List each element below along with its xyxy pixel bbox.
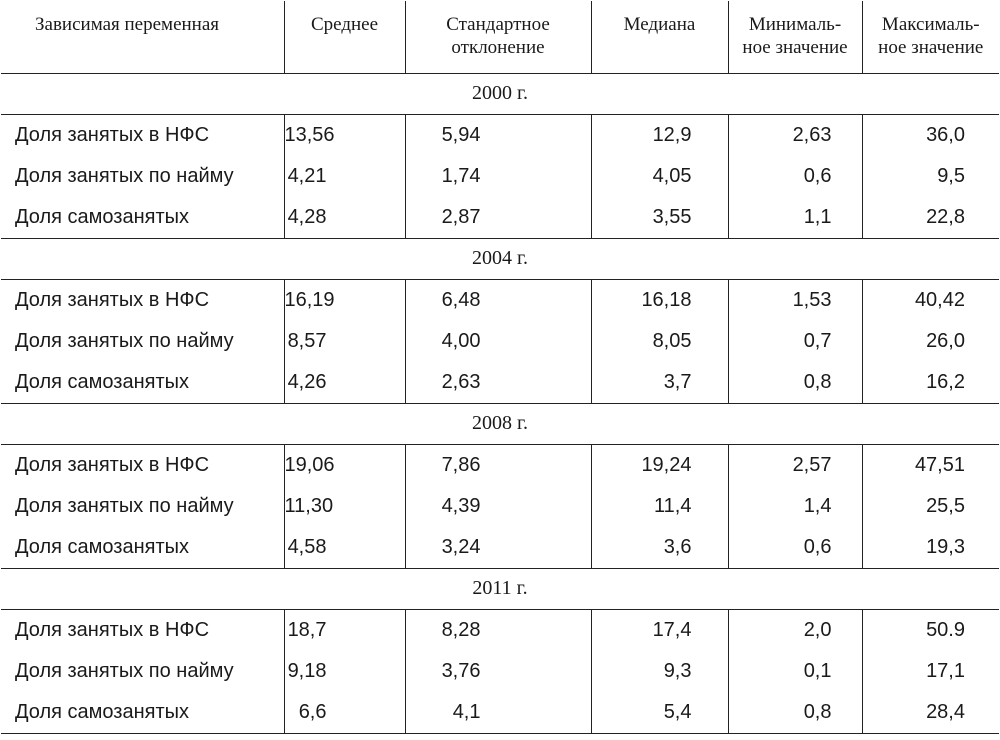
cell-min-value: 0,7 bbox=[728, 321, 862, 362]
cell-std-deviation: 2,63 bbox=[405, 362, 591, 404]
cell-mean: 4,28 bbox=[284, 197, 405, 239]
header-mean: Среднее bbox=[284, 1, 405, 73]
cell-label: Доля занятых в НФС bbox=[1, 279, 284, 321]
cell-std-deviation: 6,48 bbox=[405, 279, 591, 321]
table-row bbox=[1, 444, 999, 486]
table-row bbox=[1, 692, 999, 734]
year-label: 2008 г. bbox=[1, 403, 999, 444]
year-label: 2011 г. bbox=[1, 568, 999, 609]
cell-mean: 4,26 bbox=[284, 362, 405, 404]
cell-max-value: 26,0 bbox=[926, 329, 965, 352]
cell-min-value: 0,8 bbox=[728, 692, 862, 734]
cell-max-value: 40,42 bbox=[914, 288, 965, 311]
table-row bbox=[1, 197, 999, 239]
cell-median: 17,4 bbox=[591, 609, 728, 651]
cell-std-deviation: 3,76 bbox=[405, 651, 591, 692]
cell-mean: 13,56 bbox=[284, 114, 405, 156]
cell-min-value: 2,57 bbox=[728, 444, 862, 486]
table-body bbox=[1, 73, 999, 733]
table-row bbox=[1, 362, 999, 404]
cell-median: 3,7 bbox=[591, 362, 728, 404]
cell-max-value: 50.9 bbox=[926, 618, 965, 641]
header-max-value: Максималь- ное значение bbox=[862, 1, 999, 73]
cell-label: Доля занятых в НФС bbox=[1, 114, 284, 156]
cell-min-value: 1,4 bbox=[728, 486, 862, 527]
cell-label: Доля занятых по найму bbox=[1, 156, 284, 197]
cell-label: Доля занятых по найму bbox=[1, 321, 284, 362]
header-min-value: Минималь- ное значение bbox=[728, 1, 862, 73]
cell-label: Доля самозанятых bbox=[1, 692, 284, 734]
cell-label: Доля занятых в НФС bbox=[1, 444, 284, 486]
cell-median: 19,24 bbox=[591, 444, 728, 486]
cell-max-value: 36,0 bbox=[926, 123, 965, 146]
header-row bbox=[1, 1, 999, 73]
cell-mean: 19,06 bbox=[284, 444, 405, 486]
cell-median: 4,05 bbox=[591, 156, 728, 197]
cell-median: 8,05 bbox=[591, 321, 728, 362]
cell-min-value: 1,1 bbox=[728, 197, 862, 239]
table-row bbox=[1, 156, 999, 197]
cell-max-value: 28,4 bbox=[862, 692, 999, 734]
cell-mean: 4,58 bbox=[284, 527, 405, 569]
cell-std-deviation: 5,94 bbox=[405, 114, 591, 156]
table-row bbox=[1, 114, 999, 156]
cell-std-deviation: 8,28 bbox=[405, 609, 591, 651]
year-label: 2004 г. bbox=[1, 238, 999, 279]
cell-min-value: 0,8 bbox=[728, 362, 862, 404]
table-row bbox=[1, 279, 999, 321]
cell-label: Доля занятых по найму bbox=[1, 651, 284, 692]
cell-min-value: 0,6 bbox=[728, 156, 862, 197]
cell-label: Доля занятых в НФС bbox=[1, 609, 284, 651]
cell-max-value: 19,3 bbox=[862, 527, 999, 569]
table-row bbox=[1, 527, 999, 569]
table-row bbox=[1, 321, 999, 362]
cell-max-value: 9,5 bbox=[937, 164, 965, 187]
header-dependent-variable: Зависимая переменная bbox=[1, 1, 284, 73]
year-row bbox=[1, 238, 999, 279]
cell-mean: 11,30 bbox=[284, 486, 405, 527]
cell-median: 3,55 bbox=[591, 197, 728, 239]
header-median: Медиана bbox=[591, 1, 728, 73]
cell-min-value: 2,0 bbox=[728, 609, 862, 651]
cell-min-value: 0,1 bbox=[728, 651, 862, 692]
cell-mean: 18,7 bbox=[284, 609, 405, 651]
cell-median: 11,4 bbox=[591, 486, 728, 527]
cell-median: 5,4 bbox=[591, 692, 728, 734]
year-row bbox=[1, 403, 999, 444]
year-row bbox=[1, 73, 999, 114]
cell-min-value: 2,63 bbox=[728, 114, 862, 156]
table-row bbox=[1, 486, 999, 527]
cell-max-value: 25,5 bbox=[926, 494, 965, 517]
table-row bbox=[1, 651, 999, 692]
cell-min-value: 1,53 bbox=[728, 279, 862, 321]
cell-mean: 16,19 bbox=[284, 279, 405, 321]
cell-mean: 4,21 bbox=[284, 156, 405, 197]
cell-label: Доля самозанятых bbox=[1, 527, 284, 569]
cell-mean: 9,18 bbox=[284, 651, 405, 692]
cell-median: 12,9 bbox=[591, 114, 728, 156]
cell-median: 9,3 bbox=[591, 651, 728, 692]
cell-mean: 6,6 bbox=[284, 692, 405, 734]
cell-min-value: 0,6 bbox=[728, 527, 862, 569]
cell-mean: 8,57 bbox=[284, 321, 405, 362]
cell-max-value: 16,2 bbox=[862, 362, 999, 404]
statistics-table bbox=[1, 1, 999, 734]
cell-std-deviation: 1,74 bbox=[405, 156, 591, 197]
cell-max-value: 47,51 bbox=[914, 453, 965, 476]
cell-label: Доля занятых по найму bbox=[1, 486, 284, 527]
cell-median: 3,6 bbox=[591, 527, 728, 569]
year-label: 2000 г. bbox=[1, 73, 999, 114]
cell-median: 16,18 bbox=[591, 279, 728, 321]
cell-std-deviation: 4,00 bbox=[405, 321, 591, 362]
cell-std-deviation: 4,39 bbox=[405, 486, 591, 527]
cell-std-deviation: 7,86 bbox=[405, 444, 591, 486]
table-row bbox=[1, 609, 999, 651]
cell-std-deviation: 3,24 bbox=[405, 527, 591, 569]
cell-label: Доля самозанятых bbox=[1, 362, 284, 404]
header-std-deviation: Стандартное отклонение bbox=[405, 1, 591, 73]
cell-max-value: 22,8 bbox=[862, 197, 999, 239]
year-row bbox=[1, 568, 999, 609]
cell-label: Доля самозанятых bbox=[1, 197, 284, 239]
cell-max-value: 17,1 bbox=[926, 659, 965, 682]
cell-std-deviation: 4,1 bbox=[405, 692, 591, 734]
cell-std-deviation: 2,87 bbox=[405, 197, 591, 239]
